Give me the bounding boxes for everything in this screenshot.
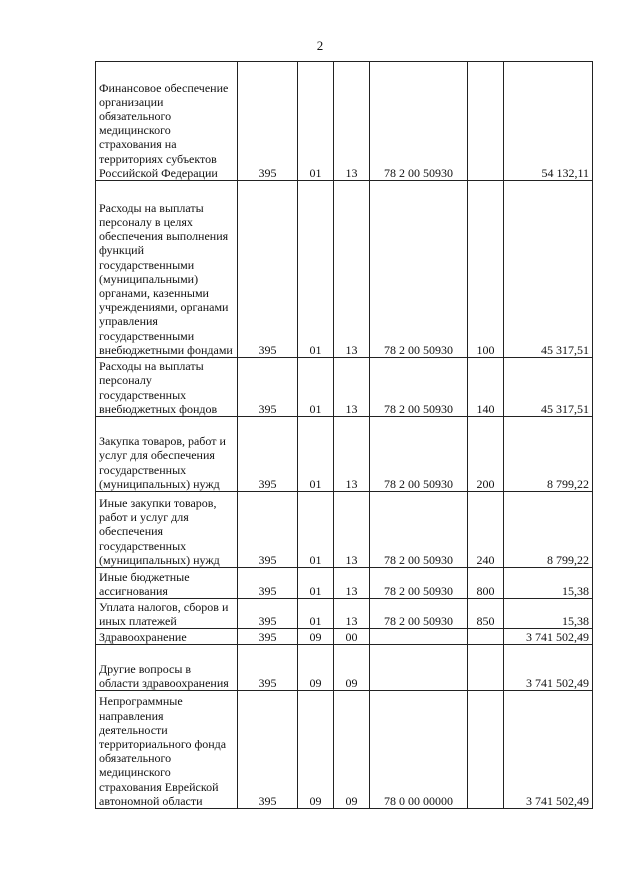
budget-table bbox=[95, 61, 593, 809]
expense-type-code bbox=[468, 62, 504, 181]
expense-name: Финансовое обеспечение организации обязательного медицинского страхования на территориях субъектов Российской Федерации bbox=[96, 62, 238, 181]
department-code: 395 bbox=[238, 358, 298, 417]
amount: 8 799,22 bbox=[504, 417, 593, 492]
target-article-code: 78 2 00 50930 bbox=[370, 599, 468, 629]
table-row bbox=[96, 62, 593, 181]
expense-name: Здравоохранение bbox=[96, 629, 238, 645]
amount: 15,38 bbox=[504, 599, 593, 629]
department-code: 395 bbox=[238, 181, 298, 358]
subsection-code: 09 bbox=[334, 645, 370, 691]
table-row bbox=[96, 417, 593, 492]
expense-type-code: 240 bbox=[468, 492, 504, 568]
department-code: 395 bbox=[238, 417, 298, 492]
table-row bbox=[96, 599, 593, 629]
expense-name: Иные бюджетные ассигнования bbox=[96, 568, 238, 599]
page-number: 2 bbox=[316, 38, 324, 53]
expense-type-code bbox=[468, 645, 504, 691]
expense-name: Иные закупки товаров, работ и услуг для обеспечения государственных (муниципальных) нужд bbox=[96, 492, 238, 568]
section-code: 09 bbox=[298, 691, 334, 809]
amount: 45 317,51 bbox=[504, 181, 593, 358]
subsection-code: 13 bbox=[334, 492, 370, 568]
amount: 8 799,22 bbox=[504, 492, 593, 568]
amount: 45 317,51 bbox=[504, 358, 593, 417]
subsection-code: 13 bbox=[334, 358, 370, 417]
target-article-code: 78 2 00 50930 bbox=[370, 417, 468, 492]
subsection-code: 13 bbox=[334, 417, 370, 492]
amount: 3 741 502,49 bbox=[504, 645, 593, 691]
expense-type-code: 800 bbox=[468, 568, 504, 599]
table-row bbox=[96, 645, 593, 691]
subsection-code: 13 bbox=[334, 181, 370, 358]
expense-name: Закупка товаров, работ и услуг для обеспечения государственных (муниципальных) нужд bbox=[96, 417, 238, 492]
expense-type-code: 200 bbox=[468, 417, 504, 492]
target-article-code: 78 2 00 50930 bbox=[370, 181, 468, 358]
expense-name: Расходы на выплаты персоналу в целях обеспечения выполнения функций государственными (муниципальными) органами, казенными учреждениями, органами управления государственными внебюджетными фондами bbox=[96, 181, 238, 358]
amount: 3 741 502,49 bbox=[504, 691, 593, 809]
expense-type-code bbox=[468, 691, 504, 809]
target-article-code: 78 2 00 50930 bbox=[370, 62, 468, 181]
expense-type-code bbox=[468, 629, 504, 645]
department-code: 395 bbox=[238, 492, 298, 568]
subsection-code: 13 bbox=[334, 599, 370, 629]
expense-name: Расходы на выплаты персоналу государственных внебюджетных фондов bbox=[96, 358, 238, 417]
subsection-code: 13 bbox=[334, 62, 370, 181]
section-code: 01 bbox=[298, 599, 334, 629]
target-article-code: 78 2 00 50930 bbox=[370, 492, 468, 568]
department-code: 395 bbox=[238, 645, 298, 691]
expense-type-code: 140 bbox=[468, 358, 504, 417]
target-article-code: 78 0 00 00000 bbox=[370, 691, 468, 809]
department-code: 395 bbox=[238, 568, 298, 599]
section-code: 01 bbox=[298, 568, 334, 599]
table-row bbox=[96, 181, 593, 358]
section-code: 01 bbox=[298, 358, 334, 417]
target-article-code bbox=[370, 629, 468, 645]
section-code: 01 bbox=[298, 181, 334, 358]
expense-type-code: 850 bbox=[468, 599, 504, 629]
department-code: 395 bbox=[238, 62, 298, 181]
subsection-code: 09 bbox=[334, 691, 370, 809]
section-code: 01 bbox=[298, 417, 334, 492]
department-code: 395 bbox=[238, 599, 298, 629]
section-code: 09 bbox=[298, 629, 334, 645]
section-code: 09 bbox=[298, 645, 334, 691]
section-code: 01 bbox=[298, 62, 334, 181]
department-code: 395 bbox=[238, 629, 298, 645]
expense-name: Непрограммные направления деятельности территориального фонда обязательного медицинского страхования Еврейской автономной области bbox=[96, 691, 238, 809]
subsection-code: 00 bbox=[334, 629, 370, 645]
expense-name: Уплата налогов, сборов и иных платежей bbox=[96, 599, 238, 629]
table-row bbox=[96, 691, 593, 809]
amount: 54 132,11 bbox=[504, 62, 593, 181]
section-code: 01 bbox=[298, 492, 334, 568]
table-row bbox=[96, 629, 593, 645]
table-row bbox=[96, 492, 593, 568]
target-article-code: 78 2 00 50930 bbox=[370, 358, 468, 417]
expense-name: Другие вопросы в области здравоохранения bbox=[96, 645, 238, 691]
target-article-code bbox=[370, 645, 468, 691]
amount: 3 741 502,49 bbox=[504, 629, 593, 645]
amount: 15,38 bbox=[504, 568, 593, 599]
target-article-code: 78 2 00 50930 bbox=[370, 568, 468, 599]
expense-type-code: 100 bbox=[468, 181, 504, 358]
department-code: 395 bbox=[238, 691, 298, 809]
table-row bbox=[96, 568, 593, 599]
table-row bbox=[96, 358, 593, 417]
subsection-code: 13 bbox=[334, 568, 370, 599]
